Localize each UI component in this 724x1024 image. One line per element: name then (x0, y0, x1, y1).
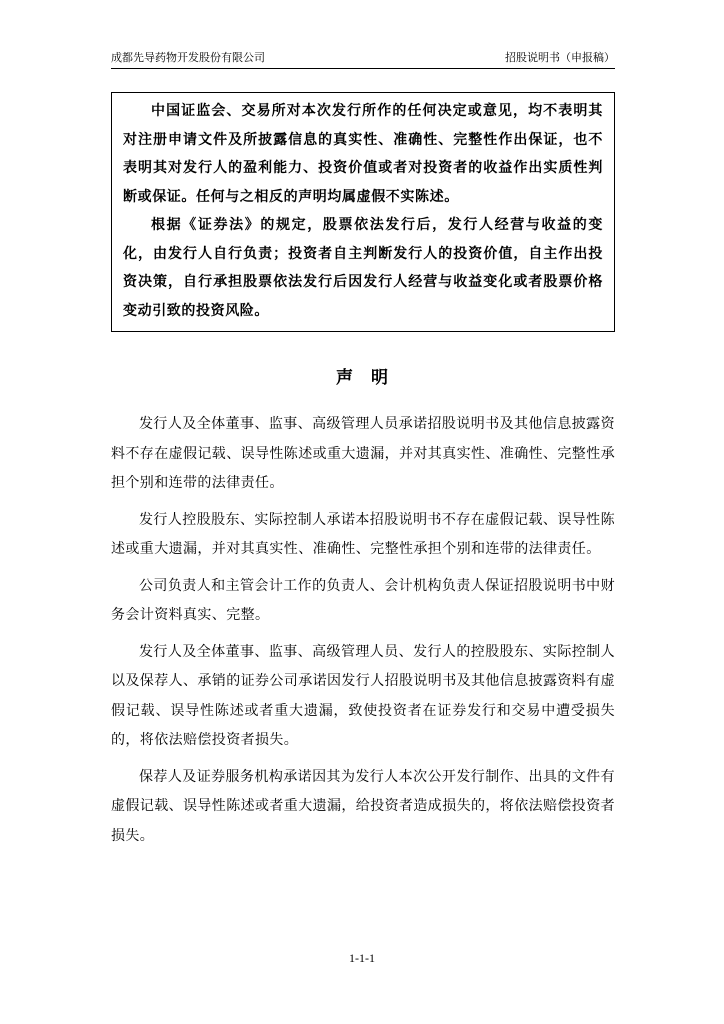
declaration-paragraph: 发行人控股股东、实际控制人承诺本招股说明书不存在虚假记载、误导性陈述或重大遗漏，并对其真实性、准确性、完整性承担个别和连带的法律责任。 (111, 511, 615, 557)
regulatory-notice-box (111, 92, 615, 332)
page-header (111, 50, 615, 69)
declaration-paragraph: 发行人及全体董事、监事、高级管理人员承诺招股说明书及其他信息披露资料不存在虚假记载、误导性陈述或重大遗漏，并对其真实性、准确性、完整性承担个别和连带的法律责任。 (111, 416, 615, 491)
section-title: 声明 (336, 368, 406, 388)
declaration-body (111, 410, 615, 858)
declaration-paragraph: 保荐人及证券服务机构承诺因其为发行人本次公开发行制作、出具的文件有虚假记载、误导性陈述或者重大遗漏，给投资者造成损失的，将依法赔偿投资者损失。 (111, 768, 615, 844)
notice-paragraph: 根据《证券法》的规定，股票依法发行后，发行人经营与收益的变化，由发行人自行负责；投资者自主判断发行人的投资价值，自主作出投资决策，自行承担股票依法发行后因发行人经营与收益变化或者股票价格变动引致的投资风险。 (123, 217, 603, 319)
notice-paragraph: 中国证监会、交易所对本次发行所作的任何决定或意见，均不表明其对注册申请文件及所披露信息的真实性、准确性、完整性作出保证，也不表明其对发行人的盈利能力、投资价值或者对投资者的收益作出实质性判断或保证。任何与之相反的声明均属虚假不实陈述。 (123, 103, 603, 205)
declaration-paragraph: 公司负责人和主管会计工作的负责人、会计机构负责人保证招股说明书中财务会计资料真实、完整。 (111, 577, 615, 623)
header-company-name: 成都先导药物开发股份有限公司 (111, 51, 265, 64)
page-number: 1-1-1 (349, 951, 375, 965)
declaration-paragraph: 发行人及全体董事、监事、高级管理人员、发行人的控股股东、实际控制人以及保荐人、承销的证券公司承诺因发行人招股说明书及其他信息披露资料有虚假记载、误导性陈述或者重大遗漏，致使投资者在证券发行和交易中遭受损失的，将依法赔偿投资者损失。 (111, 643, 615, 748)
header-document-type: 招股说明书（申报稿） (505, 51, 615, 64)
